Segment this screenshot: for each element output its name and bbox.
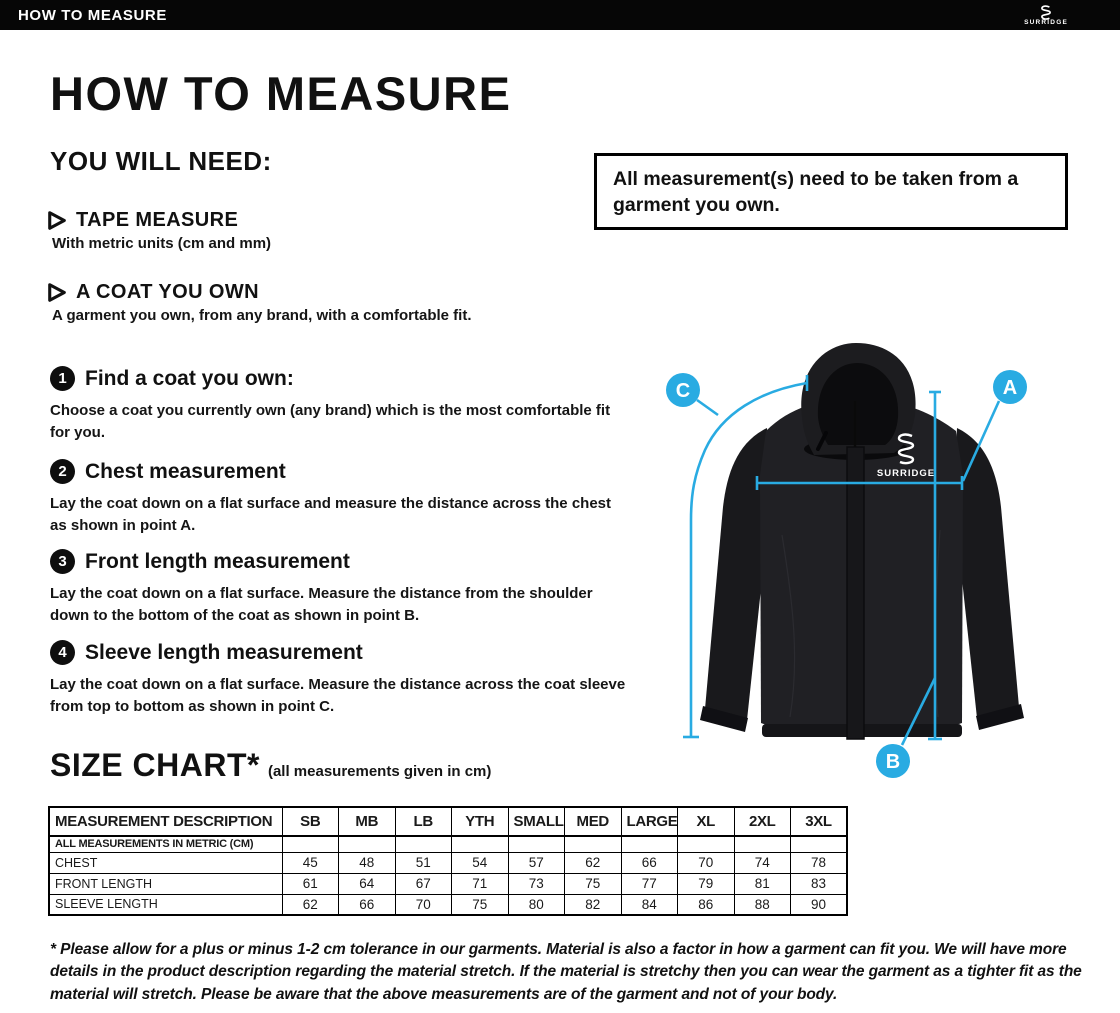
need-item-coat <box>47 281 567 324</box>
column-header: MED <box>565 807 622 836</box>
row-label: FRONT LENGTH <box>49 873 282 894</box>
row-label: CHEST <box>49 852 282 873</box>
step-title: Find a coat you own: <box>85 366 294 390</box>
point-c-label: C <box>675 380 691 402</box>
garment-logo-text: SURRIDGE <box>876 468 936 479</box>
triangle-bullet-icon <box>47 210 67 231</box>
brand-name: SURRIDGE <box>1024 18 1068 26</box>
column-header: 2XL <box>734 807 791 836</box>
metric-note-row <box>49 836 847 852</box>
size-chart-table <box>48 806 848 916</box>
table-header-row <box>49 807 847 836</box>
notice-box <box>594 153 1068 230</box>
size-chart-title: SIZE CHART* <box>50 747 260 783</box>
step-number-badge: 3 <box>50 549 75 574</box>
disclaimer-text: * Please allow for a plus or minus 1-2 cm tolerance in our garments. Material is also a factor in how a garment can fit you. We will have more details in the product description regarding the material stretch. If the material is stretchy then you can wear the garment as a tighter fit as the material will stretch. Please be aware that the above measurements are of the garment and not of your body. <box>50 941 1082 1003</box>
step-title: Chest measurement <box>85 459 286 483</box>
column-header: 3XL <box>791 807 848 836</box>
c-connector-line <box>697 400 718 415</box>
need-item-label: TAPE MEASURE <box>76 209 239 231</box>
step-description: Choose a coat you currently own (any brand) which is the most comfortable fit for you. <box>50 402 611 441</box>
need-item-label: A COAT YOU OWN <box>76 281 260 303</box>
step-front-length <box>50 549 650 627</box>
column-header: LARGE <box>621 807 678 836</box>
column-header: YTH <box>452 807 509 836</box>
triangle-bullet-icon <box>47 282 67 303</box>
step-title: Front length measurement <box>85 549 350 573</box>
jacket-measurement-diagram <box>640 335 1110 805</box>
page-title: HOW TO MEASURE <box>50 67 512 120</box>
need-item-description: With metric units (cm and mm) <box>52 235 272 252</box>
topbar-title: HOW TO MEASURE <box>18 6 167 24</box>
table-row-chest: CHEST 45 48 51 54 57 62 66 70 74 78 <box>49 852 847 873</box>
step-description: Lay the coat down on a flat surface and measure the distance across the chest as shown in point A. <box>50 495 612 534</box>
step-chest-measurement <box>50 459 650 537</box>
table-row-front-length: FRONT LENGTH 61 64 67 71 73 75 77 79 81 83 <box>49 873 847 894</box>
point-a-label: A <box>1002 377 1018 399</box>
notice-text: All measurement(s) need to be taken from a garment you own. <box>613 168 1019 216</box>
top-bar <box>0 0 1120 30</box>
need-item-tape-measure <box>47 209 567 252</box>
step-description: Lay the coat down on a flat surface. Measure the distance from the shoulder down to the bottom of the coat as shown in point B. <box>50 585 593 624</box>
step-find-coat <box>50 366 650 444</box>
jacket-image <box>640 335 1110 805</box>
step-number-badge: 4 <box>50 640 75 665</box>
step-description: Lay the coat down on a flat surface. Measure the distance across the coat sleeve from top to bottom as shown in point C. <box>50 676 626 715</box>
metric-note: ALL MEASUREMENTS IN METRIC (CM) <box>49 836 282 852</box>
column-header: MEASUREMENT DESCRIPTION <box>49 807 282 836</box>
need-item-description: A garment you own, from any brand, with a comfortable fit. <box>52 307 472 324</box>
step-title: Sleeve length measurement <box>85 640 363 664</box>
column-header: LB <box>395 807 452 836</box>
step-number-badge: 1 <box>50 366 75 391</box>
you-will-need-heading: YOU WILL NEED: <box>50 146 272 176</box>
brand-logo <box>1024 5 1068 26</box>
surridge-swirl-icon <box>1039 5 1053 20</box>
column-header: XL <box>678 807 735 836</box>
row-label: SLEEVE LENGTH <box>49 894 282 915</box>
size-chart-heading <box>50 747 491 784</box>
column-header: SMALL <box>508 807 565 836</box>
point-b-label: B <box>885 751 901 773</box>
size-chart-note: (all measurements given in cm) <box>267 763 492 780</box>
step-sleeve-length <box>50 640 650 718</box>
step-number-badge: 2 <box>50 459 75 484</box>
column-header: MB <box>339 807 396 836</box>
table-row-sleeve-length: SLEEVE LENGTH 62 66 70 75 80 82 84 86 88 90 <box>49 894 847 915</box>
column-header: SB <box>282 807 339 836</box>
